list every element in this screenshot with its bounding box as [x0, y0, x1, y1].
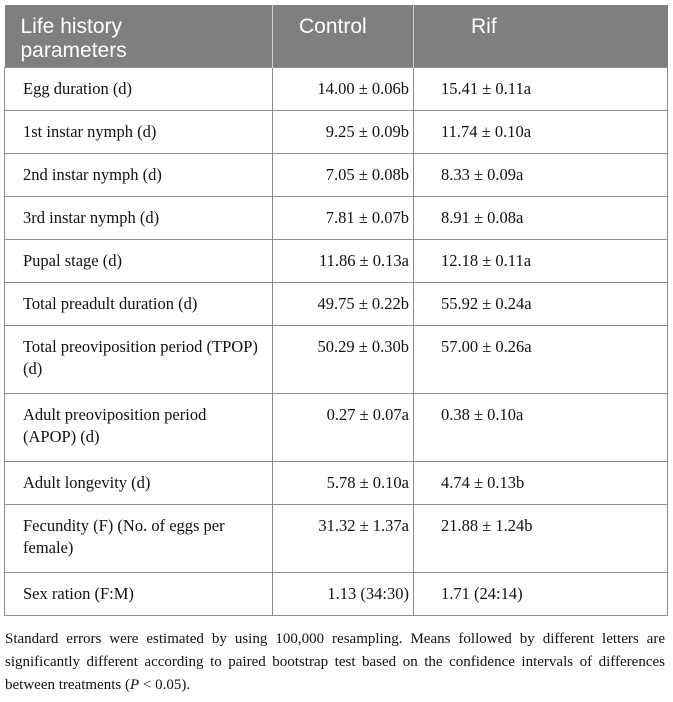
table-footnote: [5, 628, 665, 697]
table-row: [5, 282, 668, 325]
row-control-value: 7.05 ± 0.08b: [273, 153, 414, 196]
table-row: [5, 239, 668, 282]
row-control-value: 0.27 ± 0.07a: [273, 393, 414, 461]
header-parameters: [5, 5, 273, 67]
row-rif-value: 15.41 ± 0.11a: [414, 67, 668, 110]
row-param: Total preadult duration (d): [5, 282, 273, 325]
row-control-value: 9.25 ± 0.09b: [273, 110, 414, 153]
row-control-value: 1.13 (34:30): [273, 572, 414, 615]
row-param: Egg duration (d): [5, 67, 273, 110]
life-history-table: [4, 5, 668, 616]
row-param: Pupal stage (d): [5, 239, 273, 282]
table-body: [5, 67, 668, 615]
row-param: 1st instar nymph (d): [5, 110, 273, 153]
table-row: [5, 504, 668, 572]
row-rif-value: 4.74 ± 0.13b: [414, 461, 668, 504]
row-rif-value: 0.38 ± 0.10a: [414, 393, 668, 461]
row-rif-value: 57.00 ± 0.26a: [414, 325, 668, 393]
header-parameters-line2: parameters: [20, 39, 127, 62]
row-param: 3rd instar nymph (d): [5, 196, 273, 239]
row-control-value: 11.86 ± 0.13a: [273, 239, 414, 282]
table-row: [5, 67, 668, 110]
life-history-table-container: [4, 5, 667, 616]
row-control-value: 7.81 ± 0.07b: [273, 196, 414, 239]
header-control: Control: [273, 5, 414, 67]
table-row: [5, 196, 668, 239]
header-rif: Rif: [414, 5, 668, 67]
row-control-value: 31.32 ± 1.37a: [273, 504, 414, 572]
row-control-value: 49.75 ± 0.22b: [273, 282, 414, 325]
table-header: [5, 5, 668, 67]
row-rif-value: 11.74 ± 0.10a: [414, 110, 668, 153]
table-row: [5, 325, 668, 393]
header-parameters-line1: Life history: [20, 15, 123, 38]
footnote-text-end: < 0.05).: [139, 677, 191, 693]
row-param: Adult preoviposition period (APOP) (d): [5, 393, 273, 461]
table-row: [5, 153, 668, 196]
row-param: Fecundity (F) (No. of eggs per female): [5, 504, 273, 572]
row-control-value: 5.78 ± 0.10a: [273, 461, 414, 504]
table-row: [5, 572, 668, 615]
row-rif-value: 21.88 ± 1.24b: [414, 504, 668, 572]
row-param: 2nd instar nymph (d): [5, 153, 273, 196]
row-rif-value: 8.91 ± 0.08a: [414, 196, 668, 239]
row-param: Total preoviposition period (TPOP) (d): [5, 325, 273, 393]
table-row: [5, 110, 668, 153]
row-rif-value: 12.18 ± 0.11a: [414, 239, 668, 282]
row-control-value: 50.29 ± 0.30b: [273, 325, 414, 393]
footnote-text: Standard errors were estimated by using 100,000 resampling. Means followed by different letters are significantly different according to paired bootstrap test based on the confidence intervals of differences between treatments (: [5, 631, 665, 693]
table-row: [5, 393, 668, 461]
row-control-value: 14.00 ± 0.06b: [273, 67, 414, 110]
row-rif-value: 55.92 ± 0.24a: [414, 282, 668, 325]
footnote-p-symbol: P: [129, 677, 140, 693]
row-param: Adult longevity (d): [5, 461, 273, 504]
row-param: Sex ration (F:M): [5, 572, 273, 615]
row-rif-value: 8.33 ± 0.09a: [414, 153, 668, 196]
table-row: [5, 461, 668, 504]
header-row: [5, 5, 668, 67]
row-rif-value: 1.71 (24:14): [414, 572, 668, 615]
